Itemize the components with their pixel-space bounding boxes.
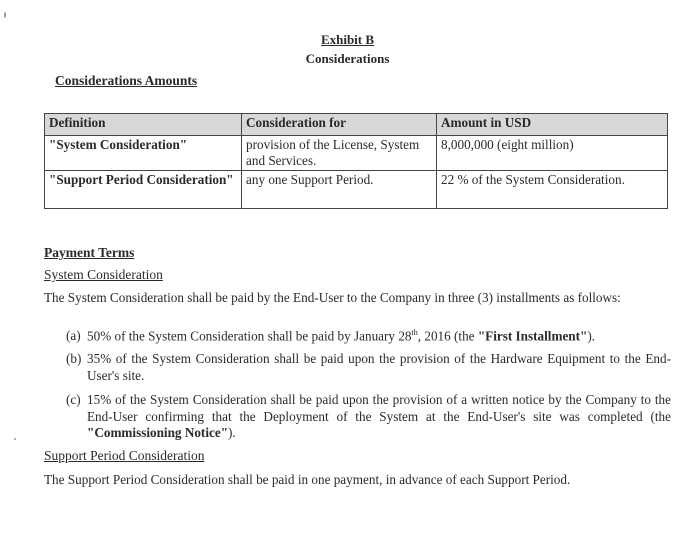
installment-item-b [66,351,671,384]
item-text-part: ). [228,425,236,440]
support-period-heading: Support Period Consideration [44,448,205,463]
table-cell-consideration-for: any one Support Period. [242,170,437,208]
item-text-part: ). [587,328,596,344]
item-text-part: , 2016 (the [417,328,478,344]
installment-item-c [66,392,671,442]
payment-terms-heading: Payment Terms [44,245,135,260]
item-label: (a) [66,328,81,343]
system-consideration-intro: The System Consideration shall be paid by the End-User to the Company in three (3) installments as follows: [44,290,621,305]
table-row [45,170,668,208]
exhibit-title: Exhibit B [320,32,375,47]
scan-artifact [14,438,16,440]
installment-item-a [66,328,671,345]
item-text-part: 15% of the System Consideration shall be paid upon the provision of a written notice by the Company to the End-User confirming that the Deployment of the System at the End-User's site was completed (the [87,392,671,424]
table-cell-consideration-for: provision of the License, System and Services. [242,136,437,171]
table-cell-definition: "Support Period Consideration" [45,170,242,208]
scan-artifact [4,12,6,18]
item-defined-term: "Commissioning Notice" [87,425,229,440]
exhibit-subtitle: Considerations [305,51,390,66]
item-label: (c) [66,392,81,407]
table-cell-definition: "System Consideration" [45,136,242,171]
system-consideration-heading: System Consideration [44,267,163,282]
considerations-table [44,113,668,209]
considerations-amounts-heading: Considerations Amounts [55,73,198,88]
column-header-definition: Definition [45,114,242,136]
item-superscript: th [411,328,418,337]
column-header-amount: Amount in USD [437,114,668,136]
item-text-part: 50% of the System Consideration shall be paid by January 28 [87,328,412,344]
item-label: (b) [66,351,82,366]
column-header-consideration-for: Consideration for [242,114,437,136]
item-defined-term: "First Installment" [477,328,588,344]
table-cell-amount: 8,000,000 (eight million) [437,136,668,171]
table-cell-amount: 22 % of the System Consideration. [437,170,668,208]
support-period-text: The Support Period Consideration shall be paid in one payment, in advance of each Support Period. [44,472,571,487]
item-text [87,328,671,345]
table-row [45,136,668,171]
table-header-row [45,114,668,136]
item-text [87,392,671,442]
item-text: 35% of the System Consideration shall be paid upon the provision of the Hardware Equipment to the End-User's site. [87,351,671,383]
